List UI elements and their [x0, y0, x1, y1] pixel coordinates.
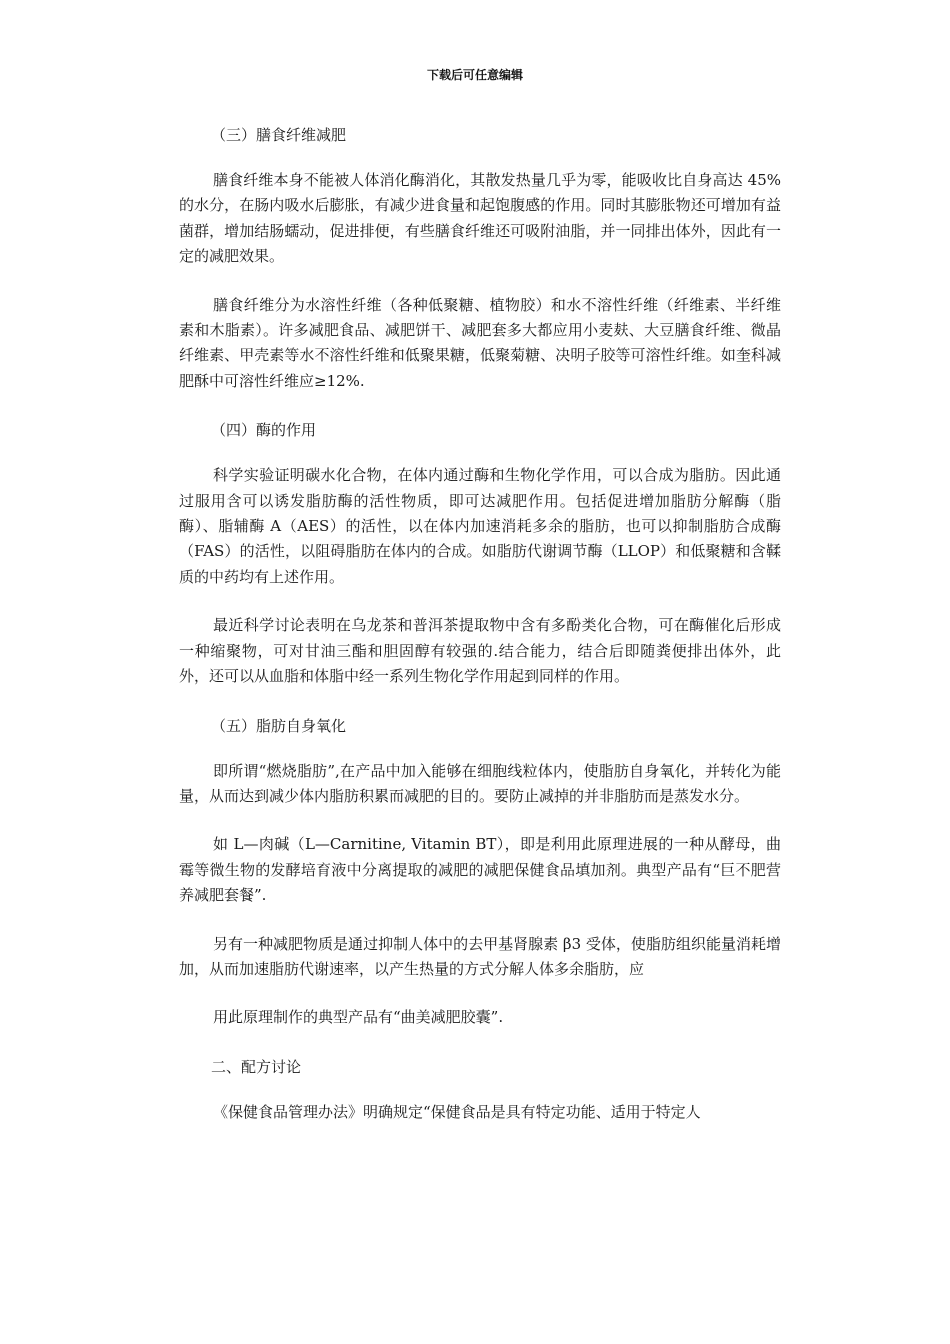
section-heading-dietary-fiber: （三）膳食纤维减肥 [211, 126, 347, 144]
section-heading-enzyme: （四）酶的作用 [211, 421, 317, 440]
section-heading-formula: 二、配方讨论 [211, 1057, 302, 1076]
paragraph: 膳食纤维本身不能被人体消化酶消化，其散发热量几乎为零，能吸收比自身高达 45%的水分，在肠内吸水后膨胀，有减少进食量和起饱腹感的作用。同时其膨胀物还可增加有益菌群，增加结肠蠕动，促进排便，有些膳食纤维还可吸附油脂，并一同排出体外，因此有一定的减肥效果。 [179, 171, 781, 266]
paragraph: 科学实验证明碳水化合物，在体内通过酶和生物化学作用，可以合成为脂肪。因此通过服用含可以诱发脂肪酶的活性物质，即可达减肥作用。包括促进增加脂肪分解酶（脂酶）、脂辅酶 A（AES）的活性，以在体内加速消耗多余的脂肪，也可以抑制脂肪合成酶（FAS）的活性，以阻碍脂肪在体内的合成。如脂肪代谢调节酶（LLOP）和低聚糖和含鞣质的中药均有上述作用。 [179, 466, 781, 586]
paragraph: 如 L—肉碱（L—Carnitine, Vitamin BT），即是利用此原理进展的一种从酵母，曲霉等微生物的发酵培育液中分离提取的减肥的减肥保健食品填加剂。典型产品有“巨不肥营养减肥套餐”. [179, 835, 781, 905]
paragraph: 即所谓“燃烧脂肪”,在产品中加入能够在细胞线粒体内，使脂肪自身氧化，并转化为能量，从而达到减少体内脂肪积累而减肥的目的。要防止减掉的并非脂肪而是蒸发水分。 [179, 761, 781, 805]
paragraph: 膳食纤维分为水溶性纤维（各种低聚糖、植物胶）和水不溶性纤维（纤维素、半纤维素和木脂素）。许多减肥食品、减肥饼干、减肥套多大都应用小麦麸、大豆膳食纤维、微晶纤维素、甲壳素等水不溶性纤维和低聚果糖，低聚菊糖、决明子胶等可溶性纤维。如奎科减肥酥中可溶性纤维应≥12%. [179, 295, 781, 390]
paragraph: 另有一种减肥物质是通过抑制人体中的去甲基肾腺素 β3 受体，使脂肪组织能量消耗增加，从而加速脂肪代谢速率，以产生热量的方式分解人体多余脂肪，应 [179, 934, 781, 978]
page-header: 下载后可任意编辑 [426, 68, 523, 82]
paragraph: 用此原理制作的典型产品有“曲美减肥胶囊”. [213, 1008, 504, 1027]
section-heading-fat-oxidation: （五）脂肪自身氧化 [211, 716, 347, 735]
paragraph: 最近科学讨论表明在乌龙茶和普洱茶提取物中含有多酚类化合物，可在酶催化后形成一种缩聚物，可对甘油三酯和胆固醇有较强的.结合能力，结合后即随粪便排出体外，此外，还可以从血脂和体脂中经一系列生物化学作用起到同样的作用。 [179, 616, 781, 686]
paragraph: 《保健食品管理办法》明确规定“保健食品是具有特定功能、适用于特定人 [213, 1102, 701, 1121]
document-body [179, 122, 781, 1148]
